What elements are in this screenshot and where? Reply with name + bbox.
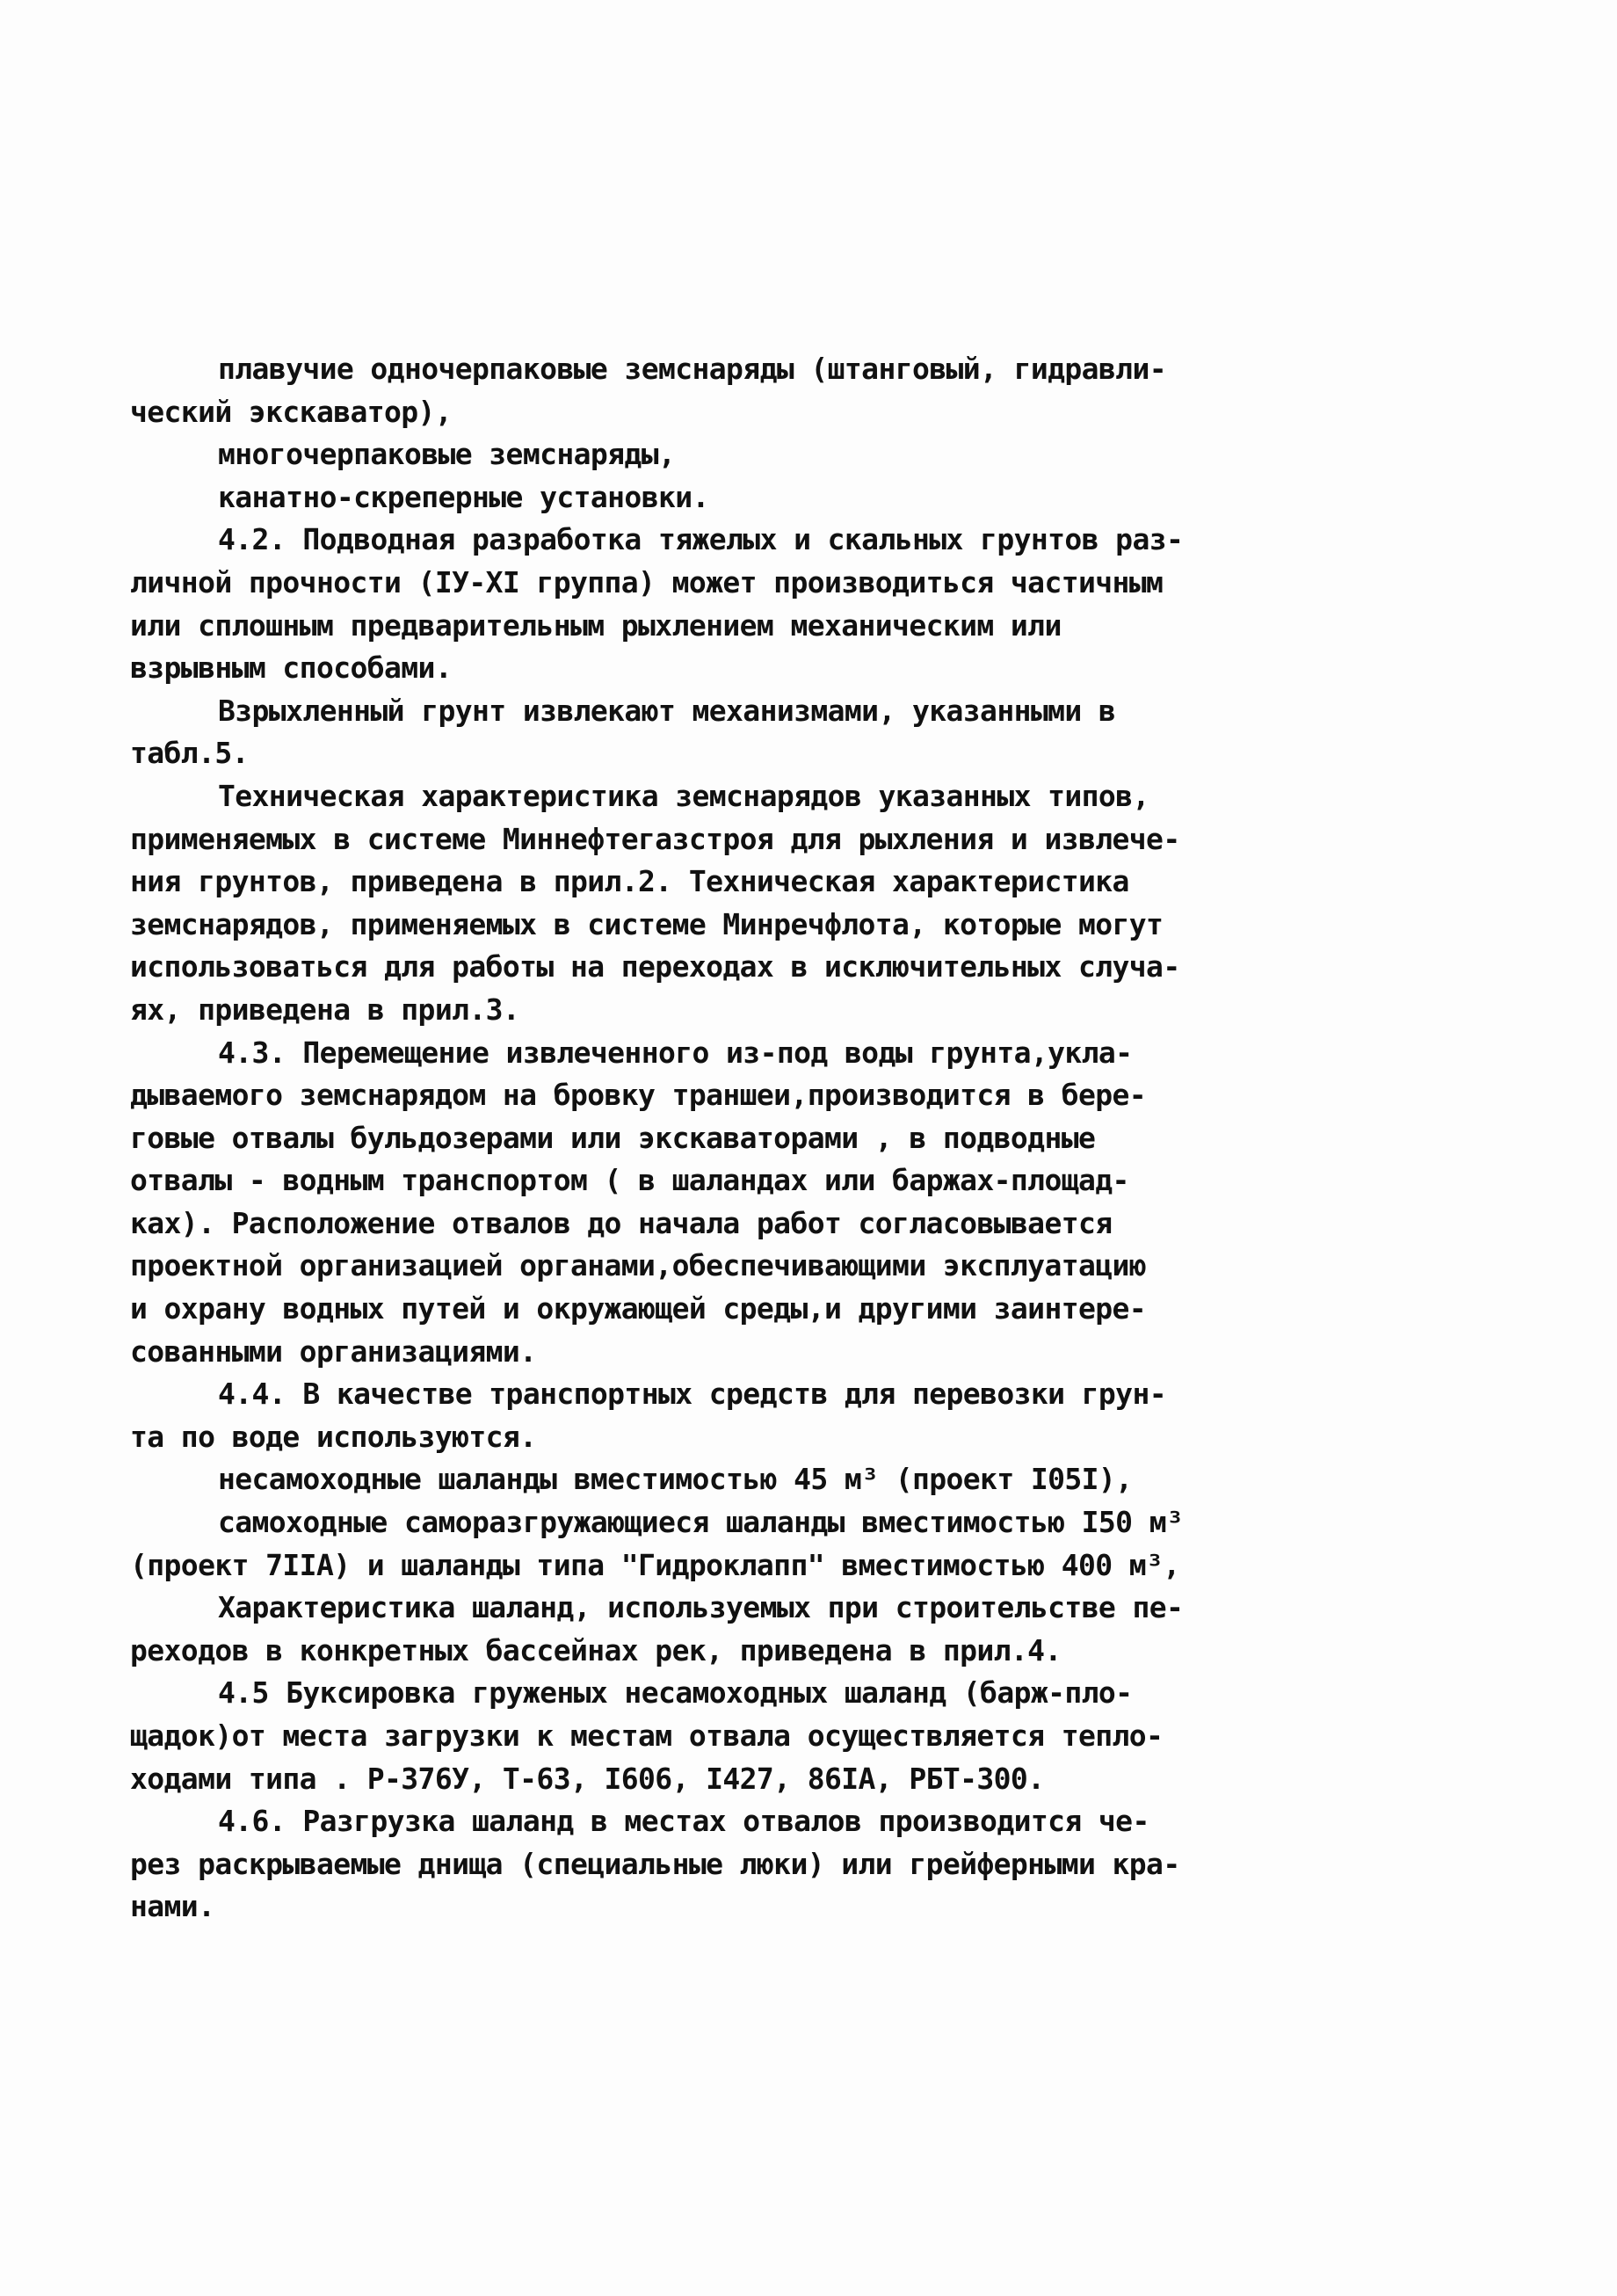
text-line: 4.5 Буксировка груженых несамоходных шаланд (барж-пло-	[218, 1675, 1133, 1711]
text-line: нами.	[130, 1889, 215, 1924]
text-line: или сплошным предварительным рыхлением механическим или	[130, 607, 1062, 643]
text-line: ходами типа . Р-376У, Т-63, I606, I427, 86IА, РБТ-300.	[130, 1761, 1045, 1796]
text-line: земснарядов, применяемых в системе Минречфлота, которые могут	[130, 906, 1164, 941]
text-line: ях, приведена в прил.3.	[130, 992, 520, 1027]
text-line: взрывным способами.	[130, 650, 453, 686]
text-line: многочерпаковые земснаряды,	[218, 437, 676, 472]
text-line: 4.3. Перемещение извлеченного из-под воды грунта,укла-	[218, 1035, 1133, 1070]
text-line: Взрыхленный грунт извлекают механизмами, указанными в	[218, 693, 1116, 728]
text-line: канатно-скреперные установки.	[218, 479, 709, 514]
text-line: плавучие одночерпаковые земснаряды (штанговый, гидравли-	[218, 352, 1166, 386]
text-line: Характеристика шаланд, используемых при строительстве пе-	[218, 1590, 1184, 1625]
text-line: (проект 7IIА) и шаланды типа "Гидроклапп" вместимостью 400 м³,	[130, 1547, 1180, 1582]
text-line: ках). Расположение отвалов до начала работ согласовывается	[130, 1205, 1113, 1240]
text-line: табл.5.	[130, 736, 249, 771]
text-line: и охрану водных путей и окружающей среды,и другими заинтере-	[130, 1291, 1147, 1326]
text-line: рез раскрываемые днища (специальные люки) или грейферными кра-	[130, 1846, 1180, 1881]
text-line: 4.2. Подводная разработка тяжелых и скальных грунтов раз-	[218, 522, 1184, 557]
text-line: реходов в конкретных бассейнах рек, приведена в прил.4.	[130, 1632, 1062, 1668]
text-line: самоходные саморазгружающиеся шаланды вместимостью I50 м³	[218, 1505, 1184, 1540]
text-line: отвалы - водным транспортом ( в шаландах или баржах-площад-	[130, 1163, 1129, 1198]
text-line: проектной организацией органами,обеспечивающими эксплуатацию	[130, 1248, 1147, 1283]
text-line: использоваться для работы на переходах в исключительных случа-	[130, 949, 1180, 985]
document-body-text	[130, 348, 1246, 1929]
text-line: 4.6. Разгрузка шаланд в местах отвалов производится че-	[218, 1804, 1149, 1839]
text-line: Техническая характеристика земснарядов указанных типов,	[218, 778, 1149, 813]
text-line: та по воде используются.	[130, 1419, 537, 1454]
text-line: несамоходные шаланды вместимостью 45 м³ (проект I05I),	[218, 1462, 1133, 1497]
text-line: дываемого земснарядом на бровку траншеи,производится в бере-	[130, 1078, 1147, 1113]
text-line: говые отвалы бульдозерами или экскаваторами , в подводные	[130, 1120, 1096, 1155]
text-line: личной прочности (IУ-XI группа) может производиться частичным	[130, 564, 1164, 599]
text-line: применяемых в системе Миннефтегазстроя для рыхления и извлече-	[130, 821, 1180, 856]
text-line: ния грунтов, приведена в прил.2. Техническая характеристика	[130, 864, 1129, 899]
text-line: ческий экскаватор),	[130, 394, 453, 429]
text-line: сованными организациями.	[130, 1333, 537, 1369]
text-line: щадок)от места загрузки к местам отвала осуществляется тепло-	[130, 1718, 1164, 1753]
text-line: 4.4. В качестве транспортных средств для перевозки грун-	[218, 1377, 1166, 1412]
